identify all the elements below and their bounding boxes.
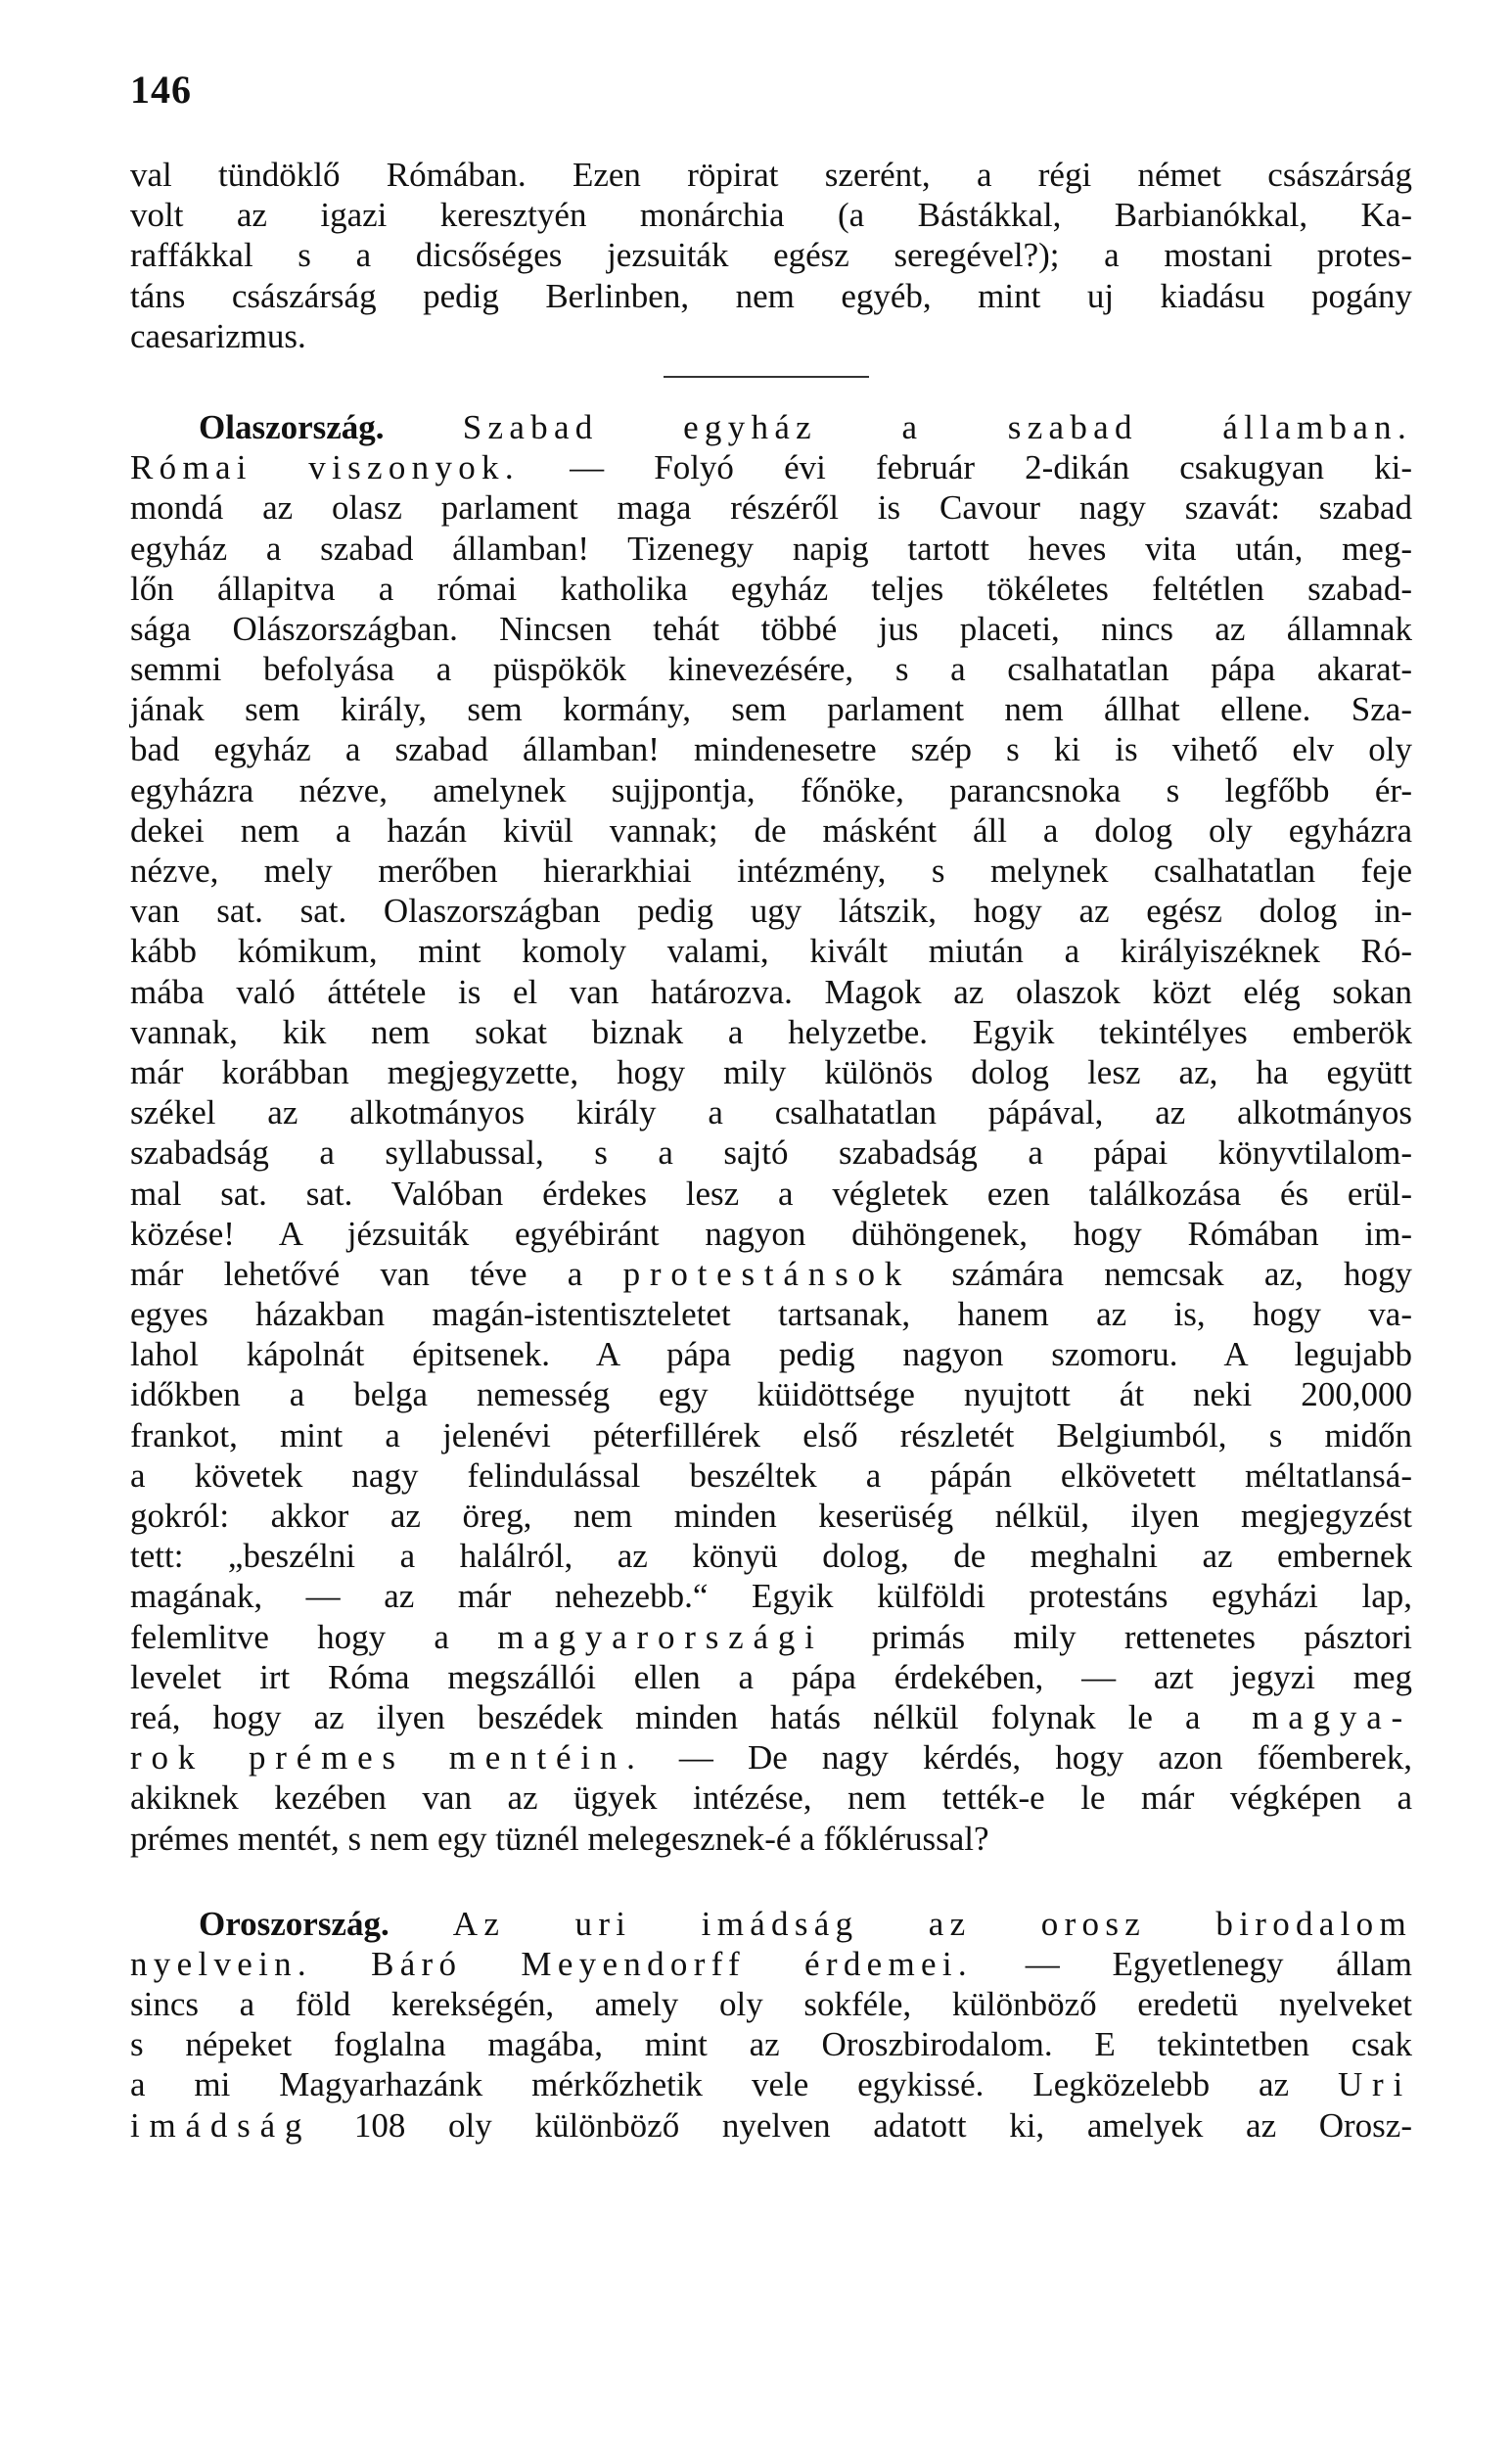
text-line bbox=[130, 447, 1412, 487]
text-line: táns császárság pedig Berlinben, nem egyéb, mint uj kiadásu pogány bbox=[130, 276, 1412, 315]
text-line: val tündöklő Rómában. Ezen röpirat szerént, a régi német császárság bbox=[130, 156, 1412, 194]
text-line: egyház a szabad államban! Tizenegy napig tartott heves vita után, meg- bbox=[130, 529, 1412, 568]
emphasized-word: imádság bbox=[130, 2105, 312, 2145]
text-fragment: felemlitve hogy a bbox=[130, 1617, 449, 1656]
text-line: jának sem király, sem kormány, sem parlament nem állhat ellene. Sza- bbox=[130, 690, 1412, 729]
text-line bbox=[130, 1737, 1412, 1778]
text-line: dekei nem a hazán kivül vannak; de másként áll a dolog oly egyházra bbox=[130, 810, 1412, 850]
section-subtitle: Az uri imádság az orosz birodalom bbox=[452, 1904, 1412, 1943]
text-column bbox=[130, 155, 1412, 2146]
text-line: volt az igazi keresztyén monárchia (a Bástákkal, Barbianókkal, Ka- bbox=[130, 196, 1412, 235]
text-line bbox=[130, 1617, 1412, 1657]
text-line bbox=[130, 1944, 1412, 1984]
text-line: lahol kápolnát épitsenek. A pápa pedig nagyon szomoru. A legujabb bbox=[130, 1335, 1412, 1374]
text-line: magának, — az már nehezebb.“ Egyik külföldi protestáns egyházi lap, bbox=[130, 1577, 1412, 1616]
section-subtitle: nyelvein. Báró Meyendorff érdemei. bbox=[130, 1944, 973, 1983]
text-fragment: reá, hogy az ilyen beszédek minden hatás nélkül folynak le bbox=[130, 1697, 1153, 1736]
text-line: s népeket foglalna magába, mint az Oroszbirodalom. E tekintetben csak bbox=[130, 2025, 1412, 2064]
text-line: egyes házakban magán-istentiszteletet tartsanak, hanem az is, hogy va- bbox=[130, 1295, 1412, 1334]
section-subtitle: Római viszonyok. bbox=[130, 448, 520, 487]
section-title: Oroszország. bbox=[199, 1904, 389, 1943]
section-title: Olaszország. bbox=[199, 407, 385, 446]
text-line: bad egyház a szabad államban! mindenesetre szép s ki is vihető elv oly bbox=[130, 730, 1412, 769]
text-line: székel az alkotmányos király a csalhatatlan pápával, az alkotmányos bbox=[130, 1093, 1412, 1132]
text-line: mába való áttétele is el van határozva. Magok az olaszok közt elég sokan bbox=[130, 972, 1412, 1011]
text-line: levelet irt Róma megszállói ellen a pápa érdekében, — azt jegyzi meg bbox=[130, 1657, 1412, 1696]
emphasized-word: Uri bbox=[1337, 2065, 1412, 2104]
text-line bbox=[130, 1254, 1412, 1294]
text-line: mal sat. sat. Valóban érdekes lesz a végletek ezen találkozása és erül- bbox=[130, 1174, 1412, 1213]
text-line bbox=[130, 2064, 1412, 2104]
text-line: mondá az olasz parlament maga részéről is Cavour nagy szavát: szabad bbox=[130, 488, 1412, 528]
text-line: raffákkal s a dicsőséges jezsuiták egész seregével?); a mostani protes- bbox=[130, 236, 1412, 275]
text-line: közése! A jézsuiták egyébiránt nagyon dühöngenek, hogy Rómában im- bbox=[130, 1214, 1412, 1253]
text-line: sincs a föld kerekségén, amely oly sokféle, különböző eredetü nyelveket bbox=[130, 1985, 1412, 2024]
section-heading-russia bbox=[130, 1904, 1412, 1944]
text-line: már korábban megjegyzette, hogy mily különös dolog lesz az, ha együtt bbox=[130, 1052, 1412, 1091]
text-line: gokról: akkor az öreg, nem minden keserüség nélkül, ilyen megjegyzést bbox=[130, 1497, 1412, 1535]
text-line: semmi befolyása a püspökök kinevezésére, s a csalhatatlan pápa akarat- bbox=[130, 650, 1412, 689]
text-line: prémes mentét, s nem egy tüznél melegesznek-é a főklérussal? bbox=[130, 1819, 989, 1858]
emphasized-word: rok prémes mentéin. bbox=[130, 1738, 645, 1778]
text-fragment: a mi Magyarhazánk mérkőzhetik vele egykissé. Legközelebb az bbox=[130, 2065, 1290, 2104]
text-fragment: — Folyó évi február 2-dikán csakugyan ki- bbox=[570, 448, 1412, 487]
text-line: nézve, mely merőben hierarkhiai intézmény, s melynek csalhatatlan feje bbox=[130, 852, 1412, 890]
text-line bbox=[130, 2105, 1412, 2146]
text-fragment: számára nemcsak az, hogy bbox=[951, 1254, 1412, 1293]
text-line: frankot, mint a jelenévi péterfillérek első részletét Belgiumból, s midőn bbox=[130, 1415, 1412, 1454]
emphasized-word: a magya- bbox=[1185, 1697, 1412, 1736]
text-line: lőn állapitva a római katholika egyház teljes tökéletes feltétlen szabad- bbox=[130, 569, 1412, 608]
section-subtitle: Szabad egyház a szabad államban. bbox=[462, 407, 1413, 446]
text-line: sága Olászországban. Nincsen tehát többé jus placeti, nincs az államnak bbox=[130, 609, 1412, 648]
text-line: időkben a belga nemesség egy küidöttsége nyujtott át neki 200,000 bbox=[130, 1375, 1412, 1414]
text-fragment: — De nagy kérdés, hogy azon főemberek, bbox=[678, 1738, 1413, 1778]
text-fragment: primás mily rettenetes pásztori bbox=[871, 1617, 1413, 1656]
text-line: szabadság a syllabussal, s a sajtó szabadság a pápai könyvtilalom- bbox=[130, 1133, 1412, 1173]
emphasized-word: protestánsok bbox=[622, 1254, 912, 1293]
text-line: van sat. sat. Olaszországban pedig ugy látszik, hogy az egész dolog in- bbox=[130, 892, 1412, 931]
text-line: tett: „beszélni a halálról, az könyü dolog, de meghalni az embernek bbox=[130, 1537, 1412, 1576]
text-fragment: — Egyetlenegy állam bbox=[1025, 1944, 1413, 1983]
text-line: caesarizmus. bbox=[130, 316, 306, 355]
text-line: a követek nagy felindulással beszéltek a pápán elkövetett méltatlansá- bbox=[130, 1455, 1412, 1495]
text-line: akiknek kezében van az ügyek intézése, nem tették-e le már végképen a bbox=[130, 1778, 1412, 1818]
text-line: kább kómikum, mint komoly valami, kivált miután a királyiszéknek Ró- bbox=[130, 932, 1412, 971]
text-line: vannak, kik nem sokat biznak a helyzetbe. Egyik tekintélyes emberök bbox=[130, 1012, 1412, 1051]
text-fragment: már lehetővé van téve a bbox=[130, 1254, 583, 1293]
text-fragment: 108 oly különböző nyelven adatott ki, amelyek az Orosz- bbox=[353, 2105, 1412, 2145]
page-number: 146 bbox=[130, 68, 192, 112]
text-line: egyházra nézve, amelynek sujjpontja, főnöke, parancsnoka s legfőbb ér- bbox=[130, 770, 1412, 809]
emphasized-word: magyarországi bbox=[497, 1617, 824, 1656]
section-heading-italy bbox=[130, 407, 1412, 447]
text-line bbox=[130, 1697, 1412, 1737]
